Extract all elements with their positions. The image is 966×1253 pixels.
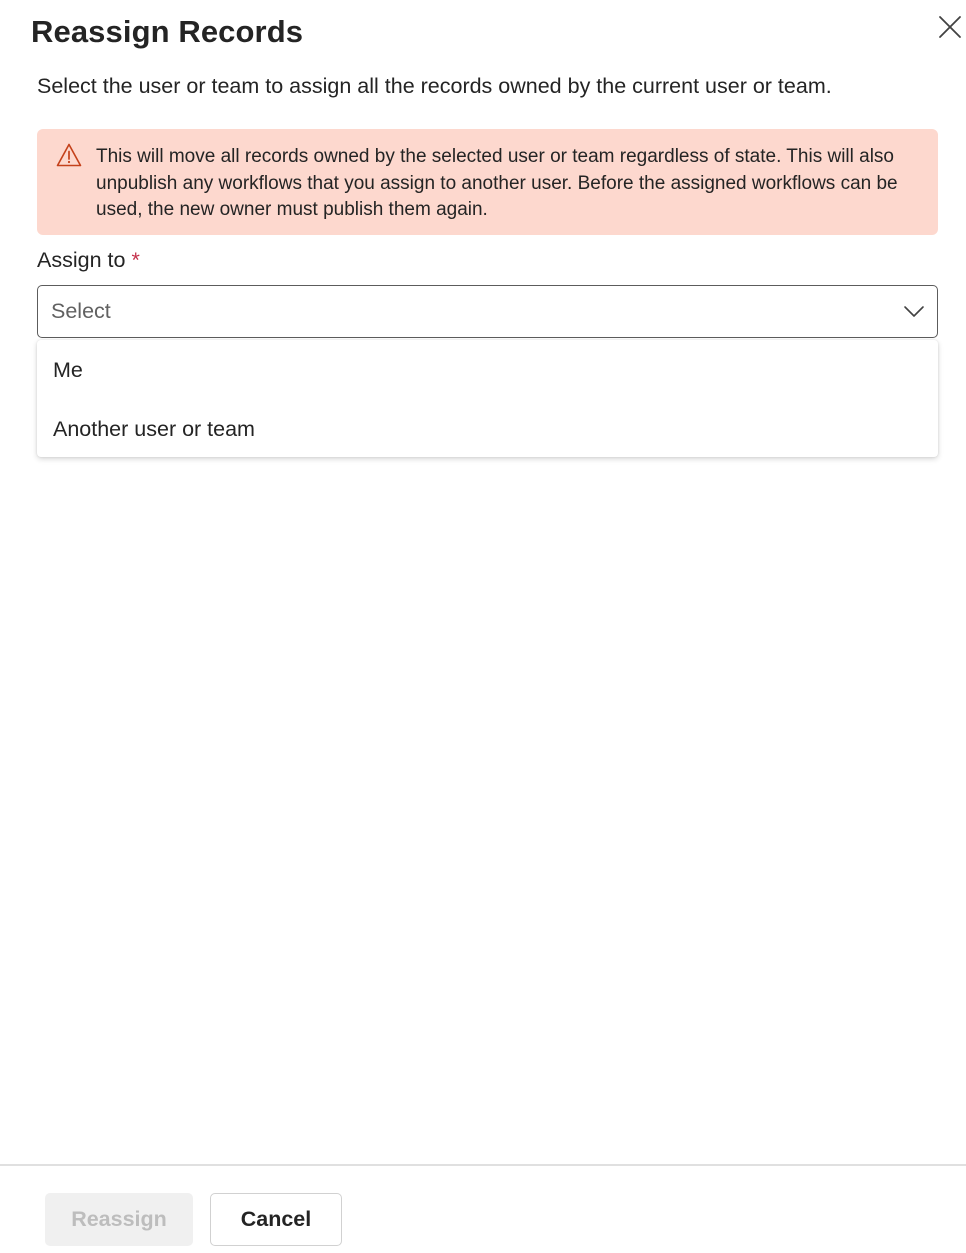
close-button[interactable]	[930, 7, 966, 47]
cancel-button[interactable]: Cancel	[210, 1193, 342, 1246]
warning-triangle-icon	[56, 142, 82, 168]
assign-to-dropdown[interactable]	[37, 285, 938, 338]
footer-divider	[0, 1164, 966, 1166]
dialog-description: Select the user or team to assign all the records owned by the current user or team.	[37, 74, 832, 98]
close-icon	[937, 14, 963, 40]
option-me[interactable]: Me	[53, 357, 83, 382]
warning-text: This will move all records owned by the selected user or team regardless of state. This will also unpublish any workflows that you assign to another user. Before the assigned workflows can be used, the new owner must publish them again.	[96, 146, 898, 220]
reassign-button[interactable]: Reassign	[45, 1193, 193, 1246]
required-indicator: *	[131, 248, 140, 272]
dialog-title: Reassign Records	[31, 14, 304, 49]
assign-to-label-text: Assign to	[37, 248, 126, 272]
option-another-user-or-team[interactable]: Another user or team	[53, 416, 255, 441]
assign-to-options-list	[37, 340, 938, 457]
warning-message-bar	[37, 129, 938, 235]
assign-to-label	[37, 248, 140, 273]
chevron-down-icon	[903, 302, 925, 322]
assign-to-placeholder: Select	[51, 299, 111, 323]
